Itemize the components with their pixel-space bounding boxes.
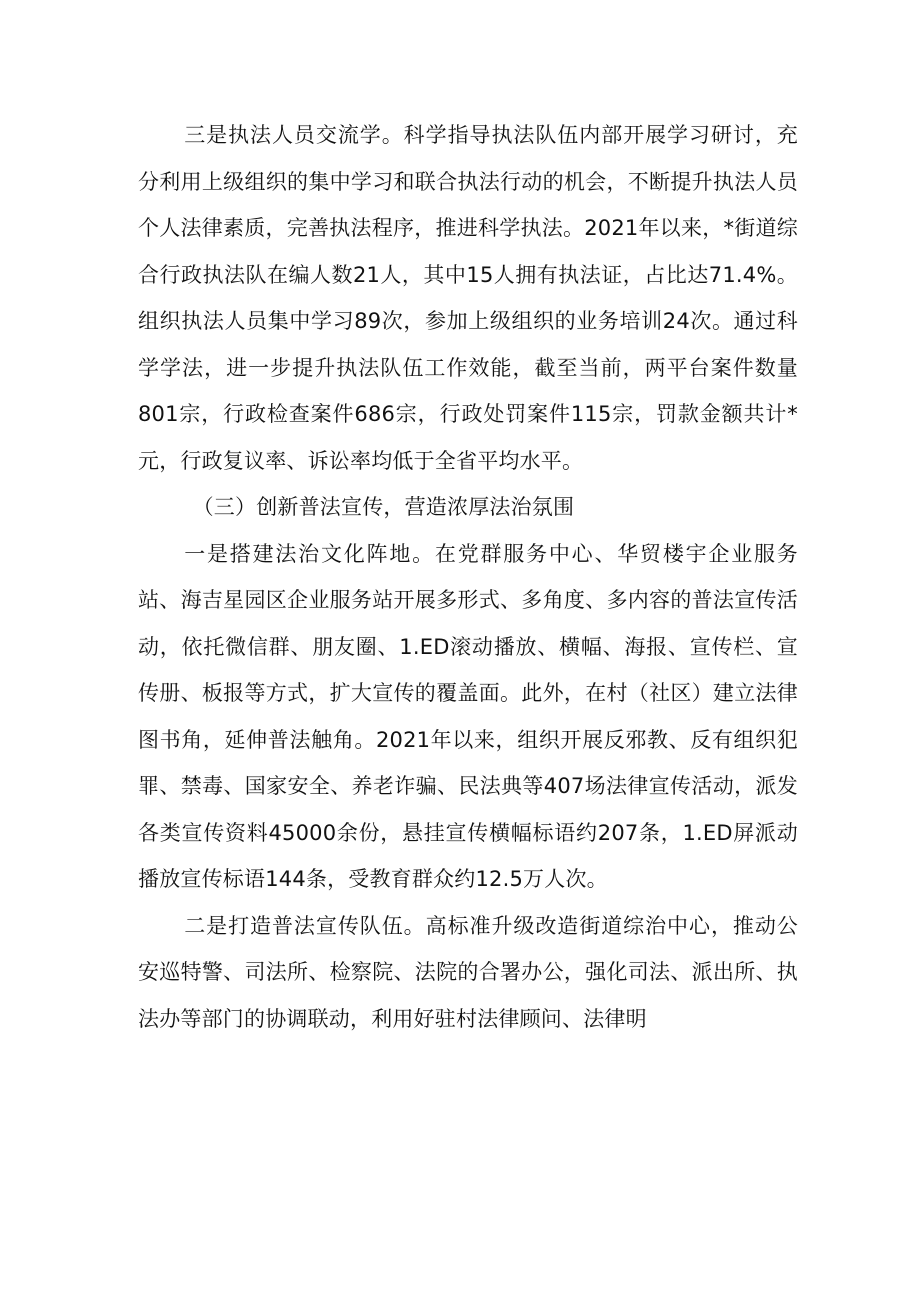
paragraph-legal-publicity-team: 二是打造普法宣传队伍。高标准升级改造街道综治中心，推动公安巡特警、司法所、检察院、法院的合署办公，强化司法、派出所、执法办等部门的协调联动，利用好驻村法律顾问、法律明 <box>138 913 798 1031</box>
paragraph-legal-culture-base: 一是搭建法治文化阵地。在党群服务中心、华贸楼宇企业服务站、海吉星园区企业服务站开展多形式、多角度、多内容的普法宣传活动，依托微信群、朋友圈、1.ED滚动播放、横幅、海报、宣传栏、宣传册、板报等方式，扩大宣传的覆盖面。此外，在村（社区）建立法律图书角，延伸普法触角。2021年以来，组织开展反邪教、反有组织犯罪、禁毒、国家安全、养老诈骗、民法典等407场法律宣传活动，派发各类宣传资料45000余份，悬挂宣传横幅标语约207条，1.ED屏派动播放宣传标语144条，受教育群众约12.5万人次。 <box>138 541 798 891</box>
paragraph-law-enforcement-exchange: 三是执法人员交流学。科学指导执法队伍内部开展学习研讨，充分利用上级组织的集中学习和联合执法行动的机会，不断提升执法人员个人法律素质，完善执法程序，推进科学执法。2021年以来，*街道综合行政执法队在编人数21人，其中15人拥有执法证，占比达71.4%。组织执法人员集中学习89次，参加上级组织的业务培训24次。通过科学学法，进一步提升执法队伍工作效能，截至当前，两平台案件数量801宗，行政检查案件686宗，行政处罚案件115宗，罚款金额共计*元，行政复议率、诉讼率均低于全省平均水平。 <box>138 123 798 473</box>
document-body <box>138 112 798 1042</box>
section-heading-legal-publicity: （三）创新普法宣传，营造浓厚法治氛围 <box>192 495 575 519</box>
